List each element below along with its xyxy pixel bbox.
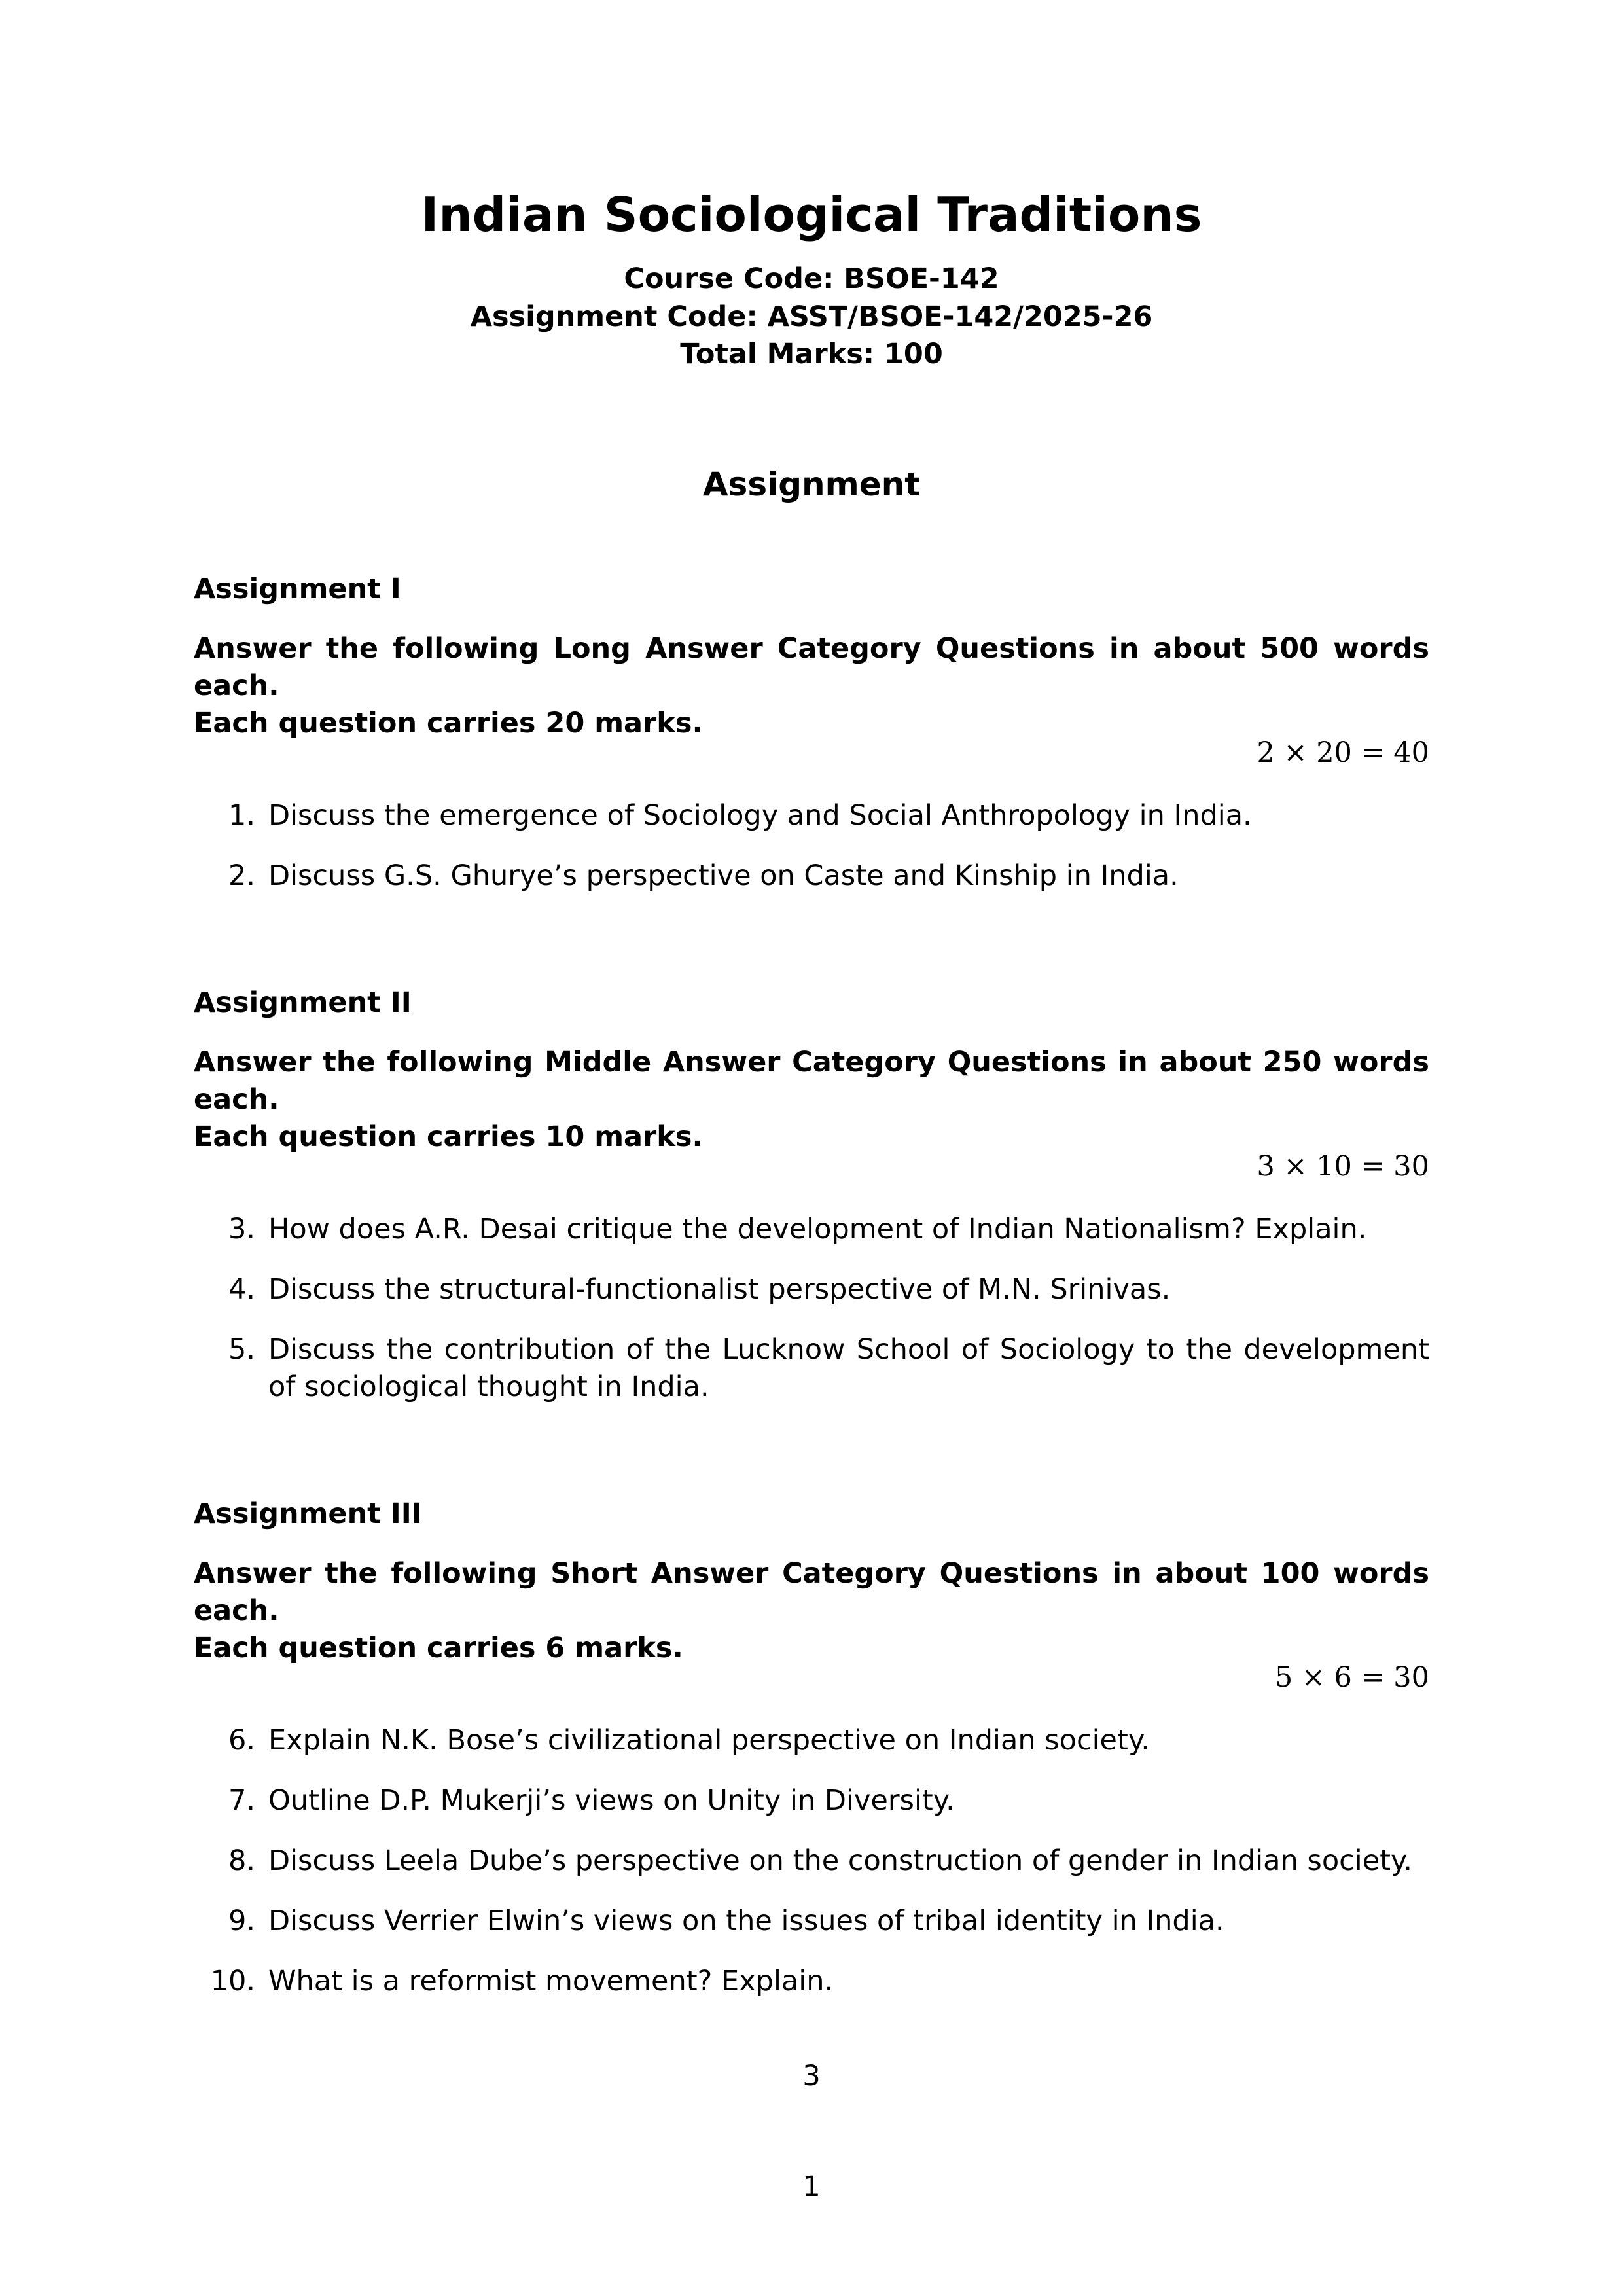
outer-page-number: 1	[802, 2170, 821, 2203]
assignment-code: Assignment Code: ASST/BSOE-142/2025-26	[470, 300, 1153, 333]
question-item	[194, 1331, 1429, 1406]
section-instruction-1	[194, 630, 1429, 742]
question-text: Outline D.P. Mukerji’s views on Unity in Diversity.	[268, 1784, 955, 1817]
assignment-heading: Assignment	[702, 465, 921, 503]
total-marks: Total Marks: 100	[680, 338, 943, 370]
question-text: How does A.R. Desai critique the development of Indian Nationalism? Explain.	[268, 1213, 1367, 1246]
question-number: 6.	[228, 1724, 255, 1757]
instruction-line: Answer the following Middle Answer Category Questions in about 250 words each.	[194, 1046, 1429, 1116]
question-text: Discuss Verrier Elwin’s views on the issues of tribal identity in India.	[268, 1905, 1224, 1937]
question-item	[194, 1271, 1429, 1308]
course-code: Course Code: BSOE-142	[624, 262, 999, 295]
instruction-line: Answer the following Long Answer Category Questions in about 500 words each.	[194, 632, 1429, 702]
section-title-3: Assignment III	[194, 1498, 422, 1530]
section-instruction-2	[194, 1044, 1429, 1156]
question-number: 7.	[228, 1784, 255, 1817]
instruction-line: Answer the following Short Answer Category Questions in about 100 words each.	[194, 1557, 1429, 1627]
question-item	[194, 1211, 1429, 1248]
section-marks-2: 3 × 10 = 30	[1257, 1150, 1429, 1183]
question-item	[194, 1722, 1429, 1759]
question-text: Discuss the structural-functionalist perspective of M.N. Srinivas.	[268, 1273, 1171, 1306]
question-item	[194, 1963, 1429, 2000]
question-item	[194, 1842, 1429, 1880]
instruction-line: Each question carries 10 marks.	[194, 1121, 703, 1153]
instruction-line: Each question carries 6 marks.	[194, 1632, 683, 1664]
section-title-1: Assignment I	[194, 573, 401, 605]
question-item	[194, 797, 1429, 834]
question-text: Discuss the emergence of Sociology and Social Anthropology in India.	[268, 799, 1252, 832]
question-number: 8.	[228, 1844, 255, 1877]
document-title: Indian Sociological Traditions	[421, 187, 1202, 242]
question-number: 2.	[228, 859, 255, 892]
question-item	[194, 1782, 1429, 1820]
question-number: 9.	[228, 1905, 255, 1937]
instruction-line: Each question carries 20 marks.	[194, 707, 703, 740]
question-text: Discuss the contribution of the Lucknow School of Sociology to the development of sociological thought in India.	[268, 1333, 1429, 1403]
question-text: Discuss G.S. Ghurye’s perspective on Caste and Kinship in India.	[268, 859, 1179, 892]
question-item	[194, 1903, 1429, 1940]
section-marks-1: 2 × 20 = 40	[1257, 736, 1429, 769]
question-text: Explain N.K. Bose’s civilizational perspective on Indian society.	[268, 1724, 1150, 1757]
question-text: Discuss Leela Dube’s perspective on the construction of gender in Indian society.	[268, 1844, 1413, 1877]
question-number: 3.	[228, 1213, 255, 1246]
question-number: 10.	[210, 1965, 255, 1998]
question-number: 1.	[228, 799, 255, 832]
section-instruction-3	[194, 1555, 1429, 1667]
question-text: What is a reformist movement? Explain.	[268, 1965, 834, 1998]
question-number: 4.	[228, 1273, 255, 1306]
inner-page-number: 3	[802, 2060, 821, 2092]
section-marks-3: 5 × 6 = 30	[1274, 1661, 1429, 1694]
question-item	[194, 857, 1429, 895]
section-title-2: Assignment II	[194, 986, 412, 1019]
question-number: 5.	[228, 1333, 255, 1366]
